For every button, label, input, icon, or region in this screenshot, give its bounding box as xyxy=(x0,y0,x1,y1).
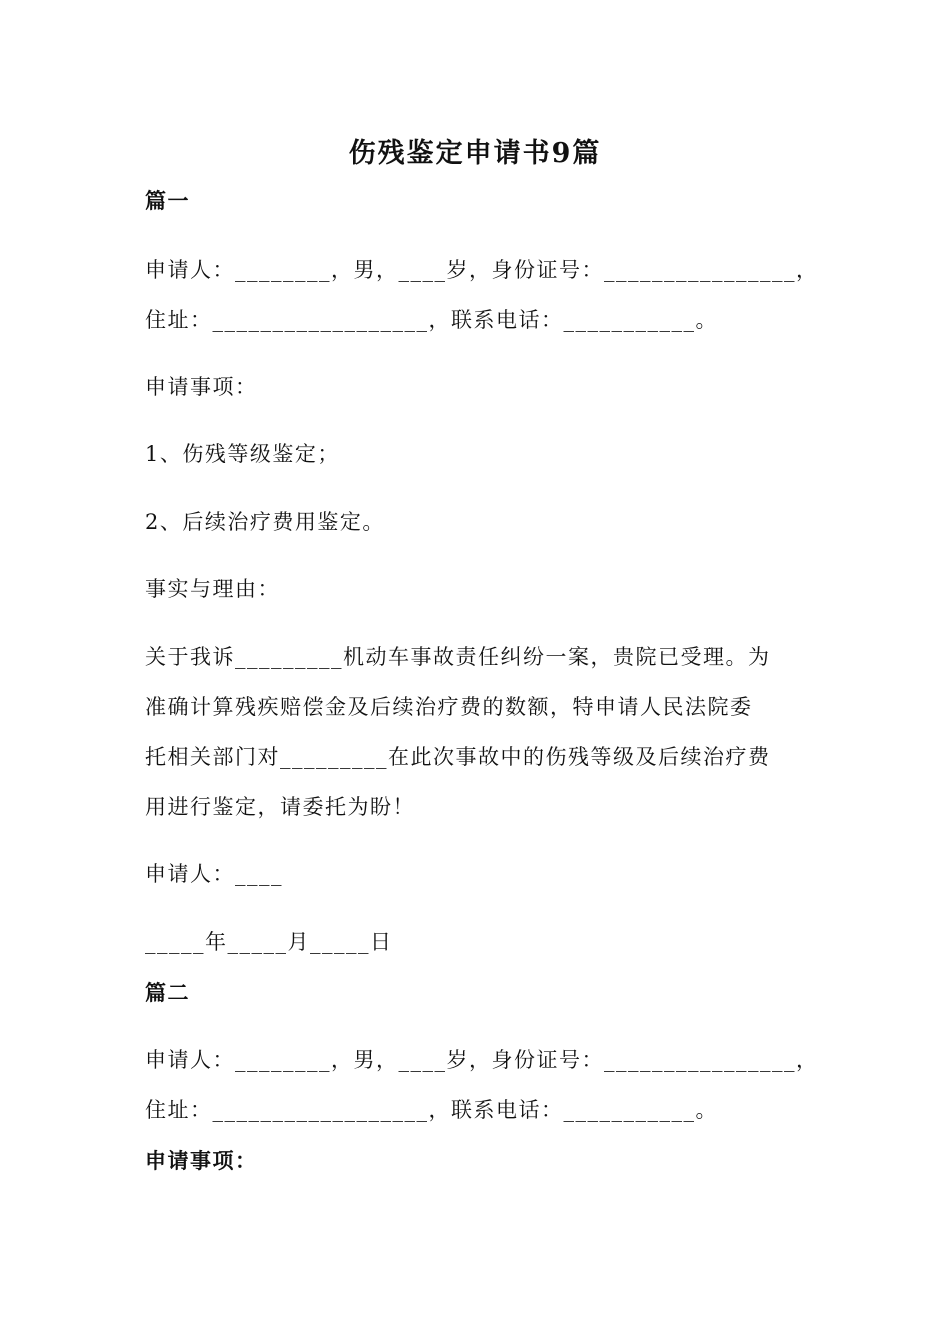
section1-items-heading: 申请事项： xyxy=(145,375,258,399)
section1-item-2: 2、后续治疗费用鉴定。 xyxy=(145,510,385,534)
section1-body-line-2: 准确计算残疾赔偿金及后续治疗费的数额，特申请人民法院委 xyxy=(145,695,753,719)
section1-date: _____年_____月_____日 xyxy=(145,930,393,954)
section2-heading: 篇二 xyxy=(145,980,190,1005)
section1-heading: 篇一 xyxy=(145,188,190,213)
section1-item-1: 1、伤残等级鉴定； xyxy=(145,442,340,466)
section1-signature: 申请人：____ xyxy=(145,862,283,886)
section2-applicant-line: 申请人：________，男，____岁，身份证号：________________， xyxy=(145,1048,819,1072)
section2-items-heading: 申请事项： xyxy=(145,1148,258,1173)
section2-address-line: 住址：__________________，联系电话：___________。 xyxy=(145,1098,718,1122)
section1-reasons-heading: 事实与理由： xyxy=(145,577,280,601)
section1-applicant-line: 申请人：________，男，____岁，身份证号：________________， xyxy=(145,258,819,282)
section1-body-line-1: 关于我诉_________机动车事故责任纠纷一案，贵院已受理。为 xyxy=(145,645,771,669)
section1-body-line-3: 托相关部门对_________在此次事故中的伤残等级及后续治疗费 xyxy=(145,745,771,769)
section1-address-line: 住址：__________________，联系电话：___________。 xyxy=(145,308,718,332)
section1-body-line-4: 用进行鉴定，请委托为盼！ xyxy=(145,795,415,819)
document-title: 伤残鉴定申请书9篇 xyxy=(348,138,602,169)
